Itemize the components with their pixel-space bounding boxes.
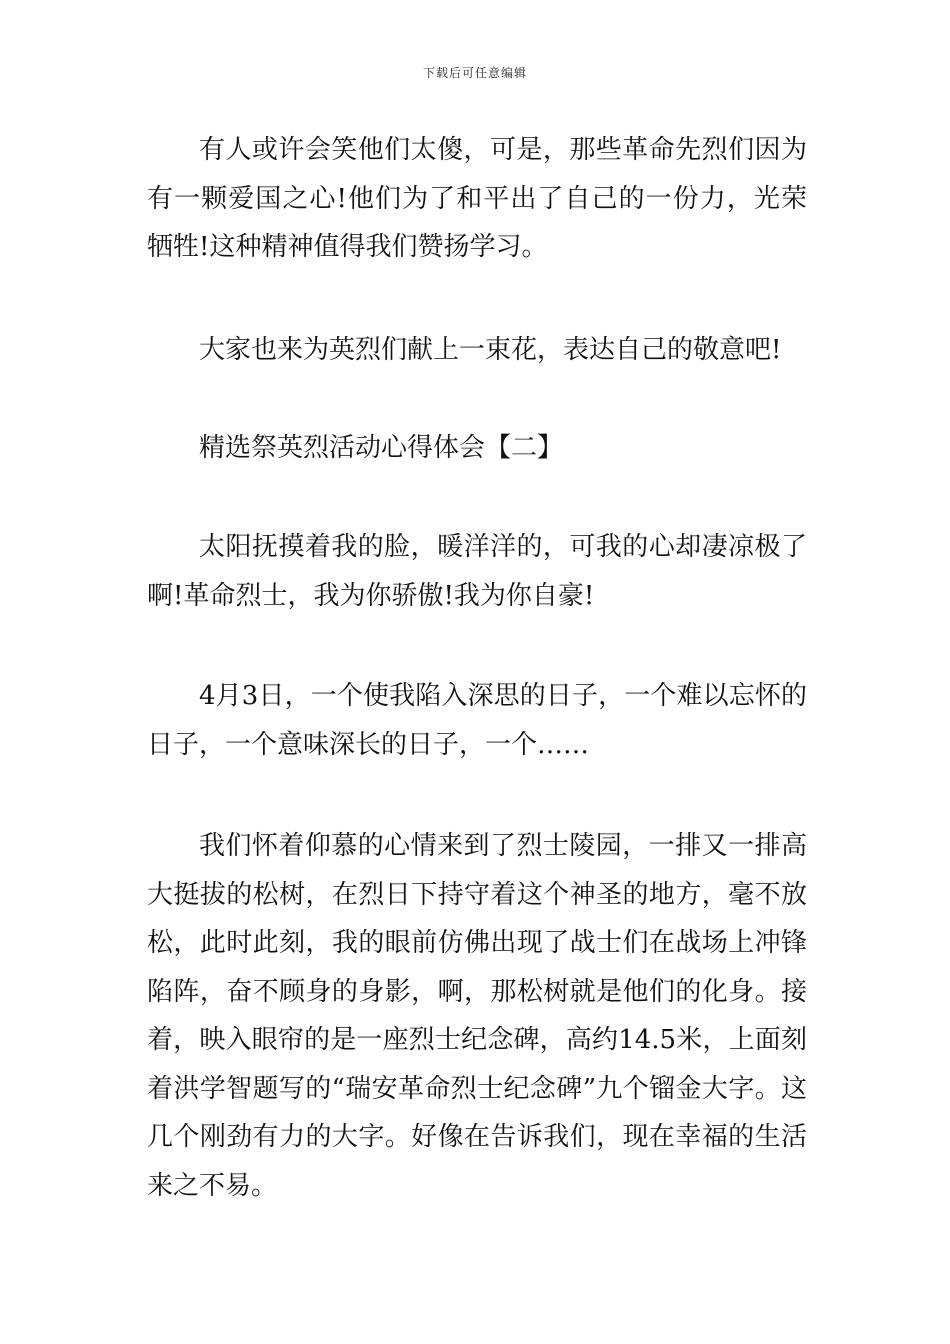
paragraph-3: 太阳抚摸着我的脸，暖洋洋的，可我的心却凄凉极了啊!革命烈士，我为你骄傲!我为你自豪! <box>147 532 807 611</box>
paragraph-1: 有人或许会笑他们太傻，可是，那些革命先烈们因为有一颗爱国之心!他们为了和平出了自己的一份力，光荣牺牲!这种精神值得我们赞扬学习。 <box>147 135 807 262</box>
paragraph-5: 我们怀着仰慕的心情来到了烈士陵园，一排又一排高大挺拔的松树，在烈日下持守着这个神圣的地方，毫不放松，此时此刻，我的眼前仿佛出现了战士们在战场上冲锋陷阵，奋不顾身的身影，啊，那松树就是他们的化身。接着，映入眼帘的是一座烈士纪念碑，高约14.5米，上面刻着洪学智题写的“瑞安革命烈士纪念碑”九个镏金大字。这几个刚劲有力的大字。好像在告诉我们，现在幸福的生活来之不易。 <box>147 831 807 1201</box>
paragraph-4: 4月3日，一个使我陷入深思的日子，一个难以忘怀的日子，一个意味深长的日子，一个…… <box>147 681 807 760</box>
header-note: 下载后可任意编辑 <box>422 66 527 80</box>
section-heading: 精选祭英烈活动心得体会【二】 <box>199 433 564 463</box>
paragraph-2: 大家也来为英烈们献上一束花，表达自己的敬意吧! <box>199 335 782 365</box>
